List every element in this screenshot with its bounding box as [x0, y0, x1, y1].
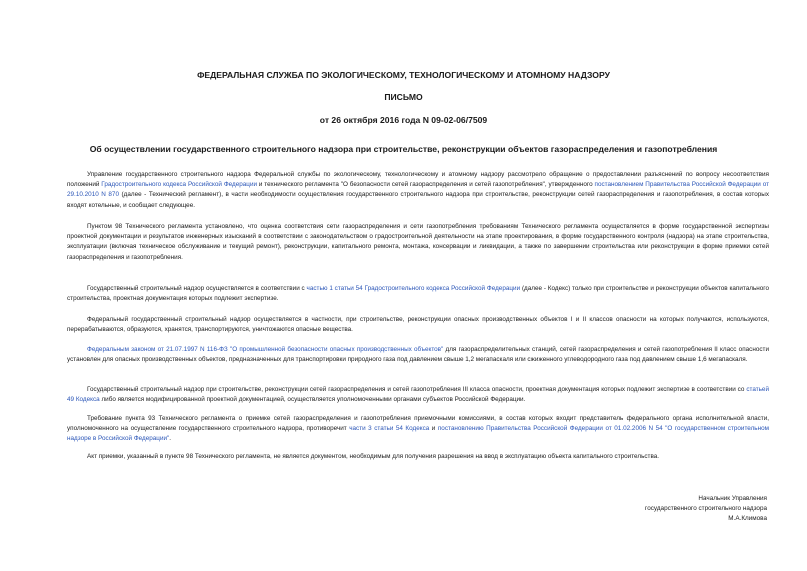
link-federalny-zakon-116[interactable]: Федеральным законом от 21.07.1997 N 116-ФЗ "О промышленной безопасности опасных производственных объектов" — [87, 346, 444, 353]
paragraph-6-text-2: либо является модифицированной проектной документацией, осуществляется уполномоченными органами субъектов Российской Федерации. — [99, 396, 526, 404]
paragraph-8-text: Акт приемки, указанный в пункте 98 Технического регламента, не является документом, необходимым для получения разрешения на ввод в эксплуатацию объекта капитального строительства. — [87, 453, 660, 460]
paragraph-1-text-3: (далее - Технический регламент), в части необходимости осуществления государственного строительного надзора при строительстве, реконструкции сетей газораспределения и газопотребления, в состав которых входят котельные, и сообщает следующее. — [67, 191, 769, 209]
paragraph-3 — [67, 284, 769, 304]
paragraph-3-text-2: (далее - Кодекс) только при строительстве и реконструкции объектов капитального строительства, проектная документация которых подлежит экспертизе. — [67, 285, 769, 303]
paragraph-6 — [67, 385, 769, 405]
document-date: от 26 октября 2016 года N 09-02-06/7509 — [319, 115, 488, 125]
paragraph-3-text-1: Государственный строительный надзор осуществляется в соответствии с — [87, 285, 307, 292]
link-postanovlenie-54[interactable]: постановлению Правительства Российской Федерации от 01.02.2006 N 54 "О государственном строительном надзоре в Российской Федерации" — [67, 425, 769, 443]
signature-department: государственного строительного надзора — [645, 505, 767, 513]
link-chast-3-statya-54[interactable]: части 3 статьи 54 Кодекса — [349, 425, 430, 433]
signature-block — [645, 494, 767, 525]
paragraph-1 — [67, 170, 769, 211]
paragraph-7-text-1: Требование пункта 93 Технического регламента о приемке сетей газораспределения и газопотребления приемочными комиссиями, в состав которых входит представитель федерального органа исполнительной власти, уполномоченного на осуществление государственного строительного надзора, противоречит — [67, 415, 769, 433]
paragraph-5 — [67, 345, 769, 365]
paragraph-2 — [67, 222, 769, 263]
paragraph-1-text-2: и технического регламента "О безопасности сетей газораспределения и сетей газопотребления", утвержденного — [257, 181, 595, 189]
document-type: ПИСЬМО — [384, 92, 423, 102]
agency-name: ФЕДЕРАЛЬНАЯ СЛУЖБА ПО ЭКОЛОГИЧЕСКОМУ, ТЕХНОЛОГИЧЕСКОМУ И АТОМНОМУ НАДЗОРУ — [197, 70, 610, 80]
paragraph-2-text: Пунктом 98 Технического регламента установлено, что оценка соответствия сети газораспределения и сети газопотребления требованиям Технического регламента осуществляется в форме государственной экспертизы проектной документации и результатов инженерных изысканий в соответствии с законодательством о градостроительной деятельности на этапе проектирования, в форме государственного контроля (надзора) на этапе строительства, эксплуатации (включая техническое обслуживание и текущий ремонт), реконструкции, капитального ремонта, монтажа, консервации и ликвидации, а также по завершении строительства или реконструкции в форме приемки сетей газораспределения и газопотребления. — [67, 223, 769, 261]
paragraph-1-text-1: Управление государственного строительного надзора Федеральной службы по экологическому, технологическому и атомному надзору рассмотрело обращение о предоставлении разъяснений по вопросу несоответствия положений — [67, 171, 769, 189]
link-statya-49[interactable]: статьей 49 Кодекса — [67, 386, 769, 404]
document-title: Об осуществлении государственного строительного надзора при строительстве, реконструкции объектов газораспределения и газопотребления — [89, 144, 718, 154]
link-postanovlenie-870[interactable]: постановлением Правительства Российской Федерации от 29.10.2010 N 870 — [67, 181, 769, 199]
paragraph-7-text-2: и — [429, 425, 438, 433]
paragraph-7-text-3: . — [169, 435, 172, 443]
signature-position: Начальник Управления — [698, 495, 767, 502]
paragraph-7 — [67, 414, 769, 445]
link-gradostroitelny-kodeks[interactable]: Градостроительного кодекса Российской Федерации — [101, 181, 258, 189]
link-chast-1-statya-54[interactable]: частью 1 статьи 54 Градостроительного кодекса Российской Федерации — [306, 285, 521, 292]
signature-name: М.А.Климова — [728, 515, 767, 523]
paragraph-4-text: Федеральный государственный строительный надзор осуществляется в частности, при строительстве, реконструкции опасных производственных объектов I и II классов опасности на которых получаются, используются, перерабатываются, образуются, хранятся, транспортируются, уничтожаются опасные вещества. — [67, 316, 769, 334]
paragraph-4 — [67, 315, 769, 335]
paragraph-5-text: для газораспределительных станций, сетей газораспределения и сетей газопотребления II класс опасности установлен для опасных производственных объектов, предназначенных для транспортировки природного газа под давлением свыше 1,2 мегапаскаля или сжиженного углеводородного газа под давлением свыше 1,6 мегапаскаля. — [67, 346, 769, 364]
paragraph-8 — [67, 452, 769, 462]
paragraph-6-text-1: Государственный строительный надзор при строительстве, реконструкции сетей газораспределения и сетей газопотребления III класса опасности, проектная документация которых подлежит экспертизе в соответствии со — [87, 386, 747, 393]
